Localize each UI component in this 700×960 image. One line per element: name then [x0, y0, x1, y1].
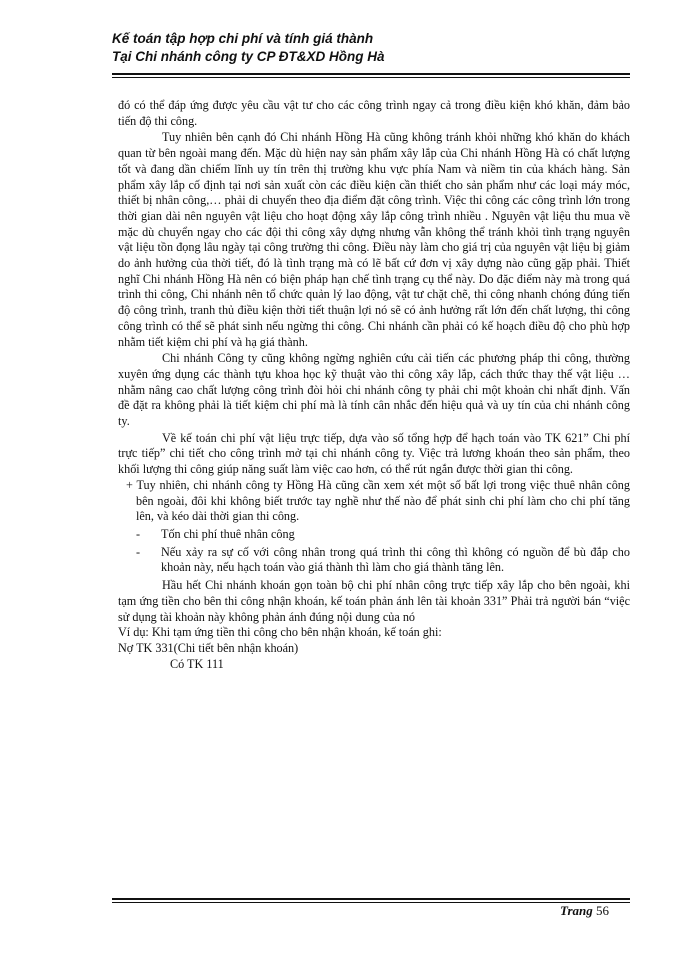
- bullet-item-1: [118, 527, 630, 543]
- bullet-text-2: Nếu xảy ra sự cố với công nhân trong quá trình thi công thì không có nguồn để bù đắp cho khoản này, nếu hạch toán vào giá thành thì làm cho giá thành tăng lên.: [161, 544, 630, 575]
- page-label: Trang: [560, 903, 593, 918]
- paragraph-3: Chi nhánh Công ty cũng không ngừng nghiên cứu cải tiến các phương pháp thi công, thường xuyên ứng dụng các thành tựu khoa học kỹ thuật vào thi công xây lắp, cách thức thay thế vật liệu … nhằm nâng cao chất lượng công trình đòi hỏi chi nhánh công ty phải chi một khoản chi nhất định. Vấn đề đặt ra không phải là tiết kiệm chi phí mà là tính cân nhắc đến hiệu quả và uy tín của chi nhánh công ty.: [118, 351, 630, 429]
- header-rule-thick: [112, 73, 630, 75]
- paragraph-5: + Tuy nhiên, chi nhánh công ty Hồng Hà cũng cần xem xét một số bất lợi trong việc thuê nhân công bên ngoài, đôi khi không biết trước tay nghề như thế nào để phát sinh chi phí làm cho chi phí tăng lên, và kéo dài thời gian thi công.: [126, 477, 630, 524]
- page-number: 56: [596, 903, 609, 918]
- journal-credit-line: Có TK 111: [170, 656, 224, 671]
- bullet-marker: -: [136, 526, 141, 541]
- bullet-text-1: Tốn chi phí thuê nhân công: [161, 526, 295, 541]
- paragraph-4: Về kế toán chi phí vật liệu trực tiếp, dựa vào số tổng hợp để hạch toán vào TK 621” Chi phí trực tiếp” chi tiết cho công trình mở tại chi nhánh công ty. Việc trả lương khoán theo sản phẩm, theo khối lượng thi công giúp năng suất làm việc cao hơn, có thể rút ngắn được thời gian thi công.: [118, 430, 630, 477]
- page-footer: [560, 903, 609, 919]
- paragraph-1: đó có thể đáp ứng được yêu cầu vật tư cho các công trình ngay cả trong điều kiện khó khăn, đảm bảo tiến độ thi công.: [118, 98, 630, 128]
- header-title-line-1: Kế toán tập hợp chi phí và tính giá thành: [112, 31, 374, 46]
- footer-rule-thin: [112, 902, 630, 903]
- paragraph-6: Hầu hết Chi nhánh khoán gọn toàn bộ chi phí nhân công trực tiếp xây lắp cho bên ngoài, khi tạm ứng tiền cho bên thi công nhận khoán, kế toán phản ánh lên tài khoản 331” Phải trả người bán “việc sử dụng tài khoản này không phản ánh đúng nội dung của nó: [118, 578, 630, 624]
- bullet-item-2: [118, 545, 630, 576]
- journal-debit-line: Nợ TK 331(Chi tiết bên nhận khoán): [118, 640, 299, 655]
- bullet-marker: -: [136, 544, 141, 559]
- paragraph-7: Ví dụ: Khi tạm ứng tiền thi công cho bên nhận khoán, kế toán ghi:: [118, 625, 442, 640]
- header-rule-thin: [112, 77, 630, 78]
- running-header: [112, 30, 612, 66]
- footer-rule-thick: [112, 898, 630, 900]
- paragraph-2: Tuy nhiên bên cạnh đó Chi nhánh Hồng Hà cũng không tránh khỏi những khó khăn do khách quan từ bên ngoài mang đến. Mặc dù hiện nay sản phẩm xây lắp của Chi nhánh Hồng Hà có chất lượng tốt và đang dần chiếm lĩnh uy tín trên thị trường khu vực phía Nam và niềm tin của khách hàng. Sản phẩm xây lắp cố định tại nơi sản xuất còn các điều kiện cần thiết cho sản phẩm như các loại máy móc, thiết bị nhân công,… phải di chuyển theo địa điểm đặt công trình. Việc thi công các công trình lớn trong thời gian dài nên nguyên vật liệu cho hoạt động xây lắp công trình nhiều . Nguyên vật liệu thu mua về mặc dù chuyển ngay cho các đội thi công xây dựng nhưng vẫn không thể tránh khỏi tình trạng nguyên vật liệu tồn đọng lâu ngày tại công trường thi công. Điều này làm cho giá trị của nguyên vật liệu bị giảm do ảnh hưởng của thời tiết, đó là tình trạng mà có lẽ bất cứ đơn vị xây dựng nào cũng gặp phải. Thiết nghĩ Chi nhánh Hồng Hà nên có biện pháp hạn chế tình trạng cụ thể này. Do đặc điểm này mà trong quá trình thi công, Chi nhánh nên tổ chức quản lý lao động, vật tư chặt chẽ, thi công nhanh chóng đúng tiến độ công trình, tranh thủ điều kiện thời tiết thuận lợi nó sẽ có ảnh hưởng rất lớn đến chất lượng, thi công công trình có thể sẽ phát sinh nếu ngừng thi công. Chi nhánh cần phải có kế hoạch điều độ cho phù hợp nhằm tiết kiệm chi phí và hạ giá thành.: [118, 130, 630, 349]
- page-body: [118, 98, 630, 672]
- header-title-line-2: Tại Chi nhánh công ty CP ĐT&XD Hồng Hà: [112, 49, 385, 64]
